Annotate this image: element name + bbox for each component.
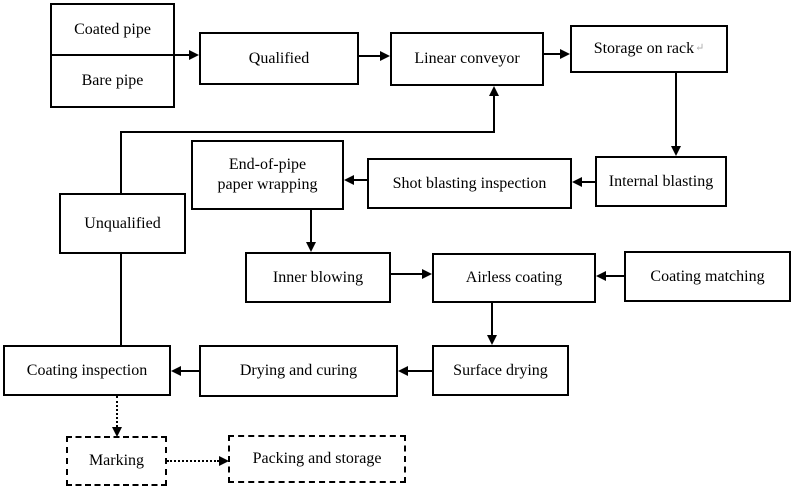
- node-label: Linear conveyor: [414, 50, 520, 67]
- node-unqualified: [59, 193, 186, 254]
- connector-matching-to-airless: [606, 275, 624, 277]
- arrowhead-pipes-to-qualified: [189, 50, 199, 60]
- node-label: Marking: [88, 452, 145, 469]
- node-label: Inner blowing: [272, 268, 364, 286]
- node-label: Coating matching: [650, 267, 765, 285]
- node-label-line2: paper wrapping: [217, 176, 318, 193]
- node-drying-and-curing: [199, 345, 398, 397]
- arrowhead-conveyor-to-storage: [560, 49, 570, 59]
- arrowhead-inspection-to-marking: [112, 427, 122, 437]
- node-label: Surface drying: [453, 361, 548, 379]
- connector-qualified-to-conveyor: [359, 55, 381, 57]
- node-coated-bare-pipe: [50, 3, 175, 108]
- node-shot-blasting-inspection: [367, 158, 572, 209]
- arrowhead-wrapping-to-inner-blowing: [306, 242, 316, 252]
- node-label: Shot blasting inspection: [392, 174, 547, 192]
- arrowhead-qualified-to-conveyor: [380, 51, 390, 61]
- connector-inner-blowing-to-airless: [391, 273, 422, 275]
- node-label: Internal blasting: [608, 172, 714, 190]
- connector-airless-to-surface-drying: [491, 303, 493, 335]
- arrowhead-storage-to-internal-blasting: [671, 146, 681, 156]
- node-label: Bare pipe: [81, 72, 144, 89]
- node-label-line1: End-of-pipe: [228, 156, 307, 173]
- connector-unqualified-return-vertical: [120, 131, 122, 193]
- connector-unqualified-return-horizontal: [120, 131, 495, 133]
- connector-marking-to-packing: [167, 460, 219, 462]
- arrowhead-unqualified-to-conveyor: [489, 86, 499, 96]
- connector-drying-curing-to-inspection: [181, 370, 199, 372]
- node-coating-matching: [624, 251, 791, 302]
- node-coating-inspection: [3, 345, 171, 396]
- node-label: Drying and curing: [239, 362, 358, 379]
- connector-conveyor-to-storage: [544, 53, 561, 55]
- node-label: Storage on rack: [593, 40, 695, 57]
- node-label: Unqualified: [84, 214, 161, 232]
- node-label: Packing and storage: [252, 450, 382, 467]
- node-bare-pipe: [52, 56, 173, 106]
- node-linear-conveyor: [390, 32, 544, 86]
- node-label: Qualified: [248, 49, 310, 67]
- node-airless-coating: [432, 253, 596, 303]
- node-internal-blasting: [595, 156, 727, 207]
- arrowhead-airless-to-surface-drying: [487, 335, 497, 345]
- node-marking: [66, 436, 167, 486]
- node-label: Airless coating: [465, 269, 563, 286]
- arrowhead-matching-to-airless: [596, 271, 606, 281]
- connector-storage-to-internal-blasting: [675, 73, 677, 147]
- connector-wrapping-to-inner-blowing: [310, 210, 312, 243]
- node-packing-and-storage: [228, 435, 406, 483]
- arrowhead-marking-to-packing: [219, 456, 229, 466]
- node-label: Coating inspection: [26, 361, 148, 379]
- connector-shot-blasting-to-wrapping: [354, 179, 367, 181]
- paragraph-return-mark: ↵: [695, 42, 705, 55]
- node-inner-blowing: [245, 252, 391, 303]
- node-end-of-pipe-paper-wrapping: [191, 140, 344, 210]
- connector-surface-to-drying-curing: [408, 370, 432, 372]
- arrowhead-drying-curing-to-inspection: [171, 366, 181, 376]
- connector-inspection-to-unqualified: [120, 254, 122, 345]
- arrowhead-inner-blowing-to-airless: [422, 269, 432, 279]
- node-label: Coated pipe: [74, 20, 151, 38]
- node-coated-pipe: [52, 5, 173, 56]
- node-qualified: [199, 32, 359, 85]
- connector-inspection-to-marking: [116, 396, 118, 427]
- node-storage-on-rack: [570, 25, 728, 73]
- arrowhead-surface-to-drying-curing: [398, 366, 408, 376]
- arrowhead-shot-blasting-to-wrapping: [344, 175, 354, 185]
- arrowhead-internal-to-shot-blasting: [572, 177, 582, 187]
- connector-internal-to-shot-blasting: [582, 181, 595, 183]
- node-surface-drying: [432, 345, 569, 396]
- connector-unqualified-return-riser: [493, 96, 495, 131]
